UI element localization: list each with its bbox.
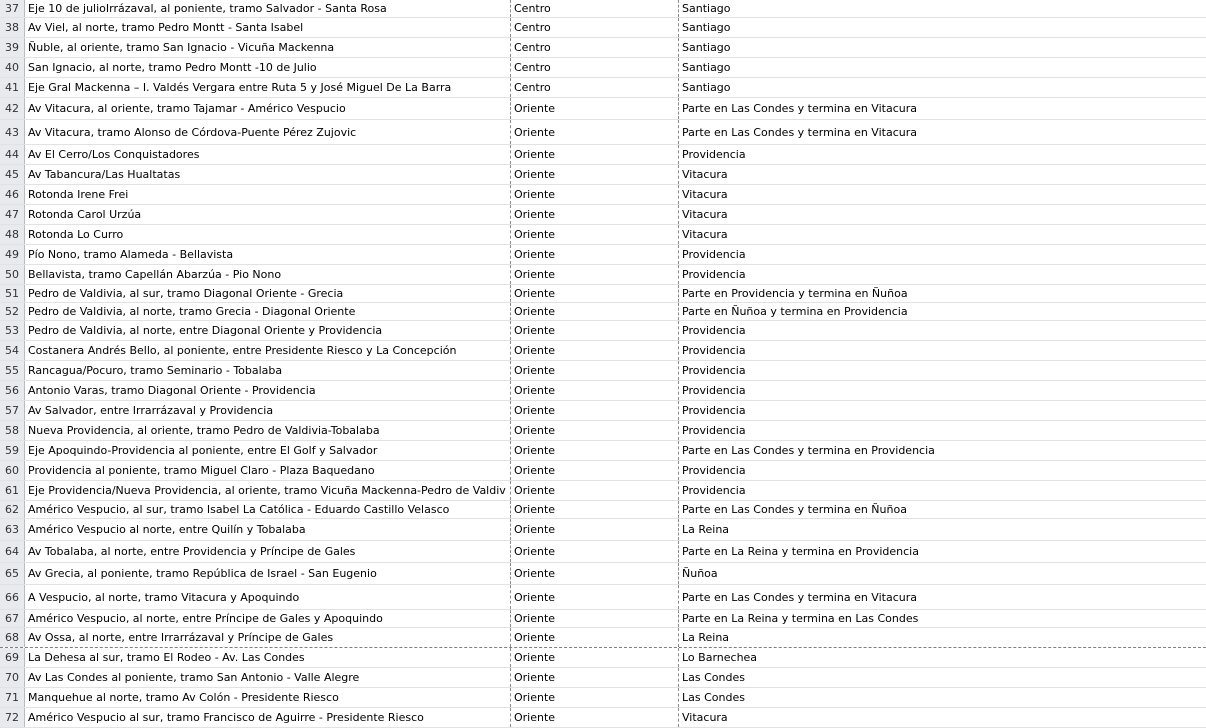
table-row [0,38,1206,58]
cell-commune[interactable]: Las Condes [682,671,745,684]
cell-commune[interactable]: Santiago [682,2,731,15]
cell-zone[interactable]: Oriente [511,688,679,707]
cell-commune[interactable]: Providencia [682,484,746,497]
cell-commune[interactable]: Vitacura [682,711,728,724]
cell-street[interactable]: Américo Vespucio, al sur, tramo Isabel La Católica - Eduardo Castillo Velasco [25,501,511,518]
table-row [0,481,1206,501]
cell-commune[interactable]: Providencia [682,464,746,477]
cell-commune[interactable]: Santiago [682,41,731,54]
table-row [0,381,1206,401]
cell-street[interactable]: Bellavista, tramo Capellán Abarzúa - Pio Nono [25,265,511,284]
table-row [0,78,1206,98]
cell-commune[interactable]: Vitacura [682,188,728,201]
table-row [0,225,1206,245]
row-number-header[interactable]: 48 [0,225,25,244]
cell-street[interactable]: A Vespucio, al norte, tramo Vitacura y Apoquindo [25,585,511,609]
table-row [0,501,1206,519]
row-number-header[interactable]: 63 [0,519,25,540]
cell-commune[interactable]: Parte en Las Condes y termina en Vitacura [682,126,917,139]
cell-zone[interactable]: Oriente [511,541,679,562]
cell-street[interactable]: Nueva Providencia, al oriente, tramo Pedro de Valdivia-Tobalaba [25,421,511,440]
table-row [0,610,1206,628]
cell-zone[interactable]: Oriente [511,401,679,420]
row-number-header[interactable]: 39 [0,38,25,57]
cell-zone[interactable]: Oriente [511,421,679,440]
row-number-header[interactable]: 62 [0,501,25,518]
cell-street[interactable]: Américo Vespucio, al norte, entre Príncipe de Gales y Apoquindo [25,610,511,627]
cell-commune[interactable]: Providencia [682,248,746,261]
row-number-header[interactable]: 49 [0,245,25,264]
cell-commune[interactable]: Providencia [682,424,746,437]
cell-zone[interactable]: Oriente [511,361,679,380]
cell-commune[interactable]: Parte en Las Condes y termina en Vitacura [682,591,917,604]
cell-street[interactable]: Ñuble, al oriente, tramo San Ignacio - Vicuña Mackenna [25,38,511,57]
cell-commune[interactable]: Las Condes [682,691,745,704]
cell-zone[interactable]: Centro [511,18,679,37]
row-number-header[interactable]: 52 [0,303,25,320]
cell-commune[interactable]: Providencia [682,344,746,357]
cell-zone[interactable]: Oriente [511,225,679,244]
cell-street[interactable]: Costanera Andrés Bello, al poniente, entre Presidente Riesco y La Concepción [25,341,511,360]
cell-street[interactable]: Eje Apoquindo-Providencia al poniente, entre El Golf y Salvador [25,441,511,460]
cell-zone[interactable]: Oriente [511,481,679,500]
table-row [0,145,1206,165]
cell-zone[interactable]: Oriente [511,610,679,627]
table-row [0,341,1206,361]
table-row [0,401,1206,421]
cell-zone[interactable]: Centro [511,0,679,17]
cell-zone[interactable]: Oriente [511,285,679,302]
cell-commune[interactable]: Providencia [682,384,746,397]
table-row [0,541,1206,563]
row-number-header[interactable]: 56 [0,381,25,400]
cell-street[interactable]: Pedro de Valdivia, al norte, entre Diagonal Oriente y Providencia [25,321,511,340]
cell-commune[interactable]: Parte en Las Condes y termina en Ñuñoa [682,503,907,516]
row-number-header[interactable]: 44 [0,145,25,164]
cell-commune[interactable]: Parte en Las Condes y termina en Vitacura [682,102,917,115]
cell-street[interactable]: Providencia al poniente, tramo Miguel Claro - Plaza Baquedano [25,461,511,480]
row-number-header[interactable]: 45 [0,165,25,184]
table-row [0,120,1206,145]
row-number-header[interactable]: 54 [0,341,25,360]
cell-street[interactable]: Av Ossa, al norte, entre Irrarrázaval y Príncipe de Gales [25,628,511,647]
row-number-header[interactable]: 61 [0,481,25,500]
row-number-header[interactable]: 71 [0,688,25,707]
table-row [0,461,1206,481]
table-row [0,98,1206,120]
cell-commune[interactable]: Providencia [682,148,746,161]
row-number-header[interactable]: 47 [0,205,25,224]
cell-street[interactable]: Eje 10 de julioIrrázaval, al poniente, tramo Salvador - Santa Rosa [25,0,511,17]
cell-zone[interactable]: Oriente [511,461,679,480]
row-number-header[interactable]: 66 [0,585,25,609]
cell-zone[interactable]: Oriente [511,245,679,264]
cell-street[interactable]: Manquehue al norte, tramo Av Colón - Presidente Riesco [25,688,511,707]
cell-street[interactable]: Pío Nono, tramo Alameda - Bellavista [25,245,511,264]
table-row [0,585,1206,610]
cell-street[interactable]: Antonio Varas, tramo Diagonal Oriente - Providencia [25,381,511,400]
cell-street[interactable]: Av Vitacura, tramo Alonso de Córdova-Puente Pérez Zujovic [25,120,511,144]
row-number-header[interactable]: 70 [0,668,25,687]
cell-commune[interactable]: Parte en Providencia y termina en Ñuñoa [682,287,908,300]
cell-commune[interactable]: Santiago [682,81,731,94]
cell-street[interactable]: Eje Gral Mackenna – I. Valdés Vergara entre Ruta 5 y José Miguel De La Barra [25,78,511,97]
row-number-header[interactable]: 41 [0,78,25,97]
table-row [0,185,1206,205]
cell-zone[interactable]: Oriente [511,708,679,727]
row-number-header[interactable]: 67 [0,610,25,627]
cell-street[interactable]: Av Grecia, al poniente, tramo República de Israel - San Eugenio [25,563,511,584]
table-row [0,303,1206,321]
cell-street[interactable]: Pedro de Valdivia, al norte, tramo Grecia - Diagonal Oriente [25,303,511,320]
cell-street[interactable]: Rotonda Irene Frei [25,185,511,204]
cell-commune[interactable]: Lo Barnechea [682,651,758,664]
table-row [0,265,1206,285]
table-row [0,58,1206,78]
cell-street[interactable]: Rotonda Carol Urzúa [25,205,511,224]
row-number-header[interactable]: 40 [0,58,25,77]
cell-street[interactable]: Eje Providencia/Nueva Providencia, al oriente, tramo Vicuña Mackenna-Pedro de Valdiv [25,481,511,500]
cell-commune[interactable]: Santiago [682,61,731,74]
cell-zone[interactable]: Oriente [511,381,679,400]
row-number-header[interactable]: 59 [0,441,25,460]
table-row [0,18,1206,38]
row-number-header[interactable]: 51 [0,285,25,302]
row-number-header[interactable]: 65 [0,563,25,584]
cell-zone[interactable]: Oriente [511,501,679,518]
cell-zone[interactable]: Oriente [511,563,679,584]
table-row [0,245,1206,265]
cell-zone[interactable]: Oriente [511,98,679,119]
table-row [0,648,1206,668]
cell-commune[interactable]: La Reina [682,631,730,644]
table-row [0,441,1206,461]
row-number-header[interactable]: 55 [0,361,25,380]
row-number-header[interactable]: 72 [0,708,25,727]
cell-zone[interactable]: Oriente [511,185,679,204]
cell-commune[interactable]: Santiago [682,21,731,34]
row-number-header[interactable]: 43 [0,120,25,144]
table-row [0,165,1206,185]
cell-street[interactable]: Av Tobalaba, al norte, entre Providencia y Príncipe de Gales [25,541,511,562]
cell-zone[interactable]: Centro [511,38,679,57]
row-number-header[interactable]: 37 [0,0,25,17]
cell-street[interactable]: La Dehesa al sur, tramo El Rodeo - Av. Las Condes [25,648,511,667]
row-number-header[interactable]: 46 [0,185,25,204]
cell-zone[interactable]: Oriente [511,265,679,284]
cell-zone[interactable]: Oriente [511,648,679,667]
cell-zone[interactable]: Oriente [511,585,679,609]
table-row [0,563,1206,585]
cell-zone[interactable]: Oriente [511,303,679,320]
cell-commune[interactable]: Parte en Ñuñoa y termina en Providencia [682,305,908,318]
table-row [0,285,1206,303]
cell-zone[interactable]: Oriente [511,145,679,164]
cell-commune[interactable]: La Reina [682,523,730,536]
cell-zone[interactable]: Oriente [511,668,679,687]
table-row [0,688,1206,708]
table-row [0,0,1206,18]
row-number-header[interactable]: 50 [0,265,25,284]
cell-street[interactable]: San Ignacio, al norte, tramo Pedro Montt -10 de Julio [25,58,511,77]
cell-street[interactable]: Av Salvador, entre Irrarrázaval y Providencia [25,401,511,420]
cell-zone[interactable]: Oriente [511,205,679,224]
row-number-header[interactable]: 42 [0,98,25,119]
cell-street[interactable]: Av Las Condes al poniente, tramo San Antonio - Valle Alegre [25,668,511,687]
table-row [0,205,1206,225]
cell-zone[interactable]: Oriente [511,519,679,540]
cell-street[interactable]: Av El Cerro/Los Conquistadores [25,145,511,164]
row-number-header[interactable]: 57 [0,401,25,420]
cell-commune[interactable]: Providencia [682,324,746,337]
cell-commune[interactable]: Providencia [682,404,746,417]
cell-commune[interactable]: Parte en La Reina y termina en Providencia [682,545,919,558]
row-number-header[interactable]: 68 [0,628,25,647]
row-number-header[interactable]: 69 [0,648,25,667]
row-number-header[interactable]: 58 [0,421,25,440]
row-number-header[interactable]: 53 [0,321,25,340]
table-row [0,519,1206,541]
cell-street[interactable]: Av Tabancura/Las Hualtatas [25,165,511,184]
cell-commune[interactable]: Vitacura [682,208,728,221]
row-number-header[interactable]: 38 [0,18,25,37]
cell-zone[interactable]: Oriente [511,120,679,144]
cell-commune[interactable]: Vitacura [682,168,728,181]
cell-street[interactable]: Pedro de Valdivia, al sur, tramo Diagonal Oriente - Grecia [25,285,511,302]
cell-zone[interactable]: Centro [511,58,679,77]
cell-zone[interactable]: Centro [511,78,679,97]
cell-commune[interactable]: Providencia [682,268,746,281]
cell-street[interactable]: Rancagua/Pocuro, tramo Seminario - Tobalaba [25,361,511,380]
table-row [0,668,1206,688]
cell-zone[interactable]: Oriente [511,165,679,184]
row-number-header[interactable]: 64 [0,541,25,562]
table-row [0,628,1206,648]
cell-commune[interactable]: Providencia [682,364,746,377]
table-row [0,321,1206,341]
cell-street[interactable]: Av Vitacura, al oriente, tramo Tajamar - Américo Vespucio [25,98,511,119]
cell-zone[interactable]: Oriente [511,321,679,340]
cell-commune[interactable]: Vitacura [682,228,728,241]
cell-commune[interactable]: Parte en La Reina y termina en Las Condes [682,612,919,625]
table-row [0,421,1206,441]
cell-street[interactable]: Américo Vespucio al sur, tramo Francisco de Aguirre - Presidente Riesco [25,708,511,727]
cell-zone[interactable]: Oriente [511,341,679,360]
cell-zone[interactable]: Oriente [511,441,679,460]
row-number-header[interactable]: 60 [0,461,25,480]
cell-zone[interactable]: Oriente [511,628,679,647]
cell-commune[interactable]: Ñuñoa [682,567,718,580]
cell-commune[interactable]: Parte en Las Condes y termina en Providencia [682,444,935,457]
cell-street[interactable]: Av Viel, al norte, tramo Pedro Montt - Santa Isabel [25,18,511,37]
cell-street[interactable]: Rotonda Lo Curro [25,225,511,244]
cell-street[interactable]: Américo Vespucio al norte, entre Quilín y Tobalaba [25,519,511,540]
table-row [0,361,1206,381]
table-row [0,708,1206,728]
